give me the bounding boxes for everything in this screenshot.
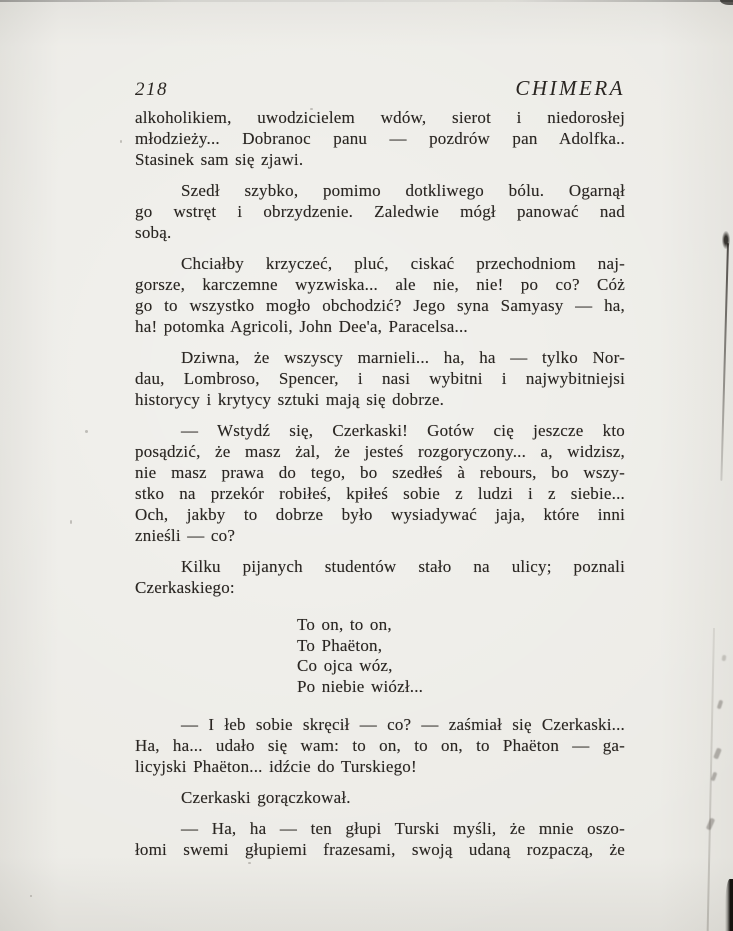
text-line: alkoholikiem, uwodzicielem wdów, sierot i niedorosłej [135, 108, 625, 127]
scan-artifact-speck [248, 862, 251, 864]
text-line: go wstręt i obrzydzenie. Zaledwie mógł panować nad [135, 202, 625, 221]
text-line: Kilku pijanych studentów stało na ulicy; poznali [181, 557, 625, 576]
text-line: młodzieży... Dobranoc panu — pozdrów pan Adolfka.. [135, 129, 625, 148]
text-line: Chciałby krzyczeć, pluć, ciskać przechodniom naj- [181, 254, 625, 273]
scan-artifact-speck [120, 140, 122, 143]
verse-line: Po niebie wiózł... [297, 676, 424, 696]
text-line: gorsze, karczemne wyzwiska... ale nie, nie! po co? Cóż [135, 275, 625, 294]
text-line: ha! potomka Agricoli, John Dee'a, Paracelsa... [135, 317, 468, 336]
scan-artifact-speck [310, 108, 313, 110]
text-line: dau, Lombroso, Spencer, i nasi wybitni i najwybitniejsi [135, 369, 625, 388]
paragraph [135, 420, 625, 546]
scan-artifact-crack-hairline [720, 243, 729, 481]
text-line: — I łeb sobie skręcił — co? — zaśmiał się Czerkaski... [181, 715, 625, 734]
paragraph [135, 347, 625, 410]
text-line: Szedł szybko, pomimo dotkliwego bólu. Ogarnął [181, 181, 625, 200]
scan-artifact-bleed-mark [722, 655, 727, 662]
paragraph [135, 787, 625, 808]
text-line: — Wstydź się, Czerkaski! Gotów cię jeszcze kto [181, 421, 625, 440]
scan-artifact-top-edge [0, 0, 733, 2]
text-line: sobą. [135, 223, 172, 242]
text-line: — Ha, ha — ten głupi Turski myśli, że mnie oszo- [181, 819, 625, 838]
scan-artifact-bleed-mark [706, 818, 715, 831]
verse-line: To on, to on, [297, 615, 392, 634]
paragraph [135, 556, 625, 598]
scan-artifact-bleed-mark [717, 700, 724, 710]
paragraph [135, 253, 625, 337]
scan-artifact-bleed-mark [713, 747, 722, 759]
paragraph [135, 180, 625, 243]
page-number: 218 [135, 79, 168, 100]
scan-artifact-speck [30, 895, 32, 897]
text-block [135, 107, 625, 870]
paragraph [135, 714, 625, 777]
text-line: Och, jakby to dobrze było wysiadywać jaja, które inni [135, 505, 625, 524]
page-header [135, 76, 625, 101]
verse-line: To Phaëton, [297, 635, 383, 655]
text-line: go to wszystko mogło obchodzić? Jego syna Samyasy — ha, [135, 296, 625, 315]
scan-artifact-speck [70, 520, 72, 524]
text-line: Stasinek sam się zjawi. [135, 150, 304, 169]
text-line: historycy i krytycy sztuki mają się dobrze. [135, 390, 445, 409]
text-line: łomi swemi głupiemi frazesami, swoją udaną rozpaczą, że [135, 840, 625, 859]
text-line: nie masz prawa do tego, bo szedłeś à rebours, bo wszy- [135, 463, 625, 482]
text-line: stko na przekór robiłeś, kpiłeś sobie z ludzi i z siebie... [135, 484, 625, 503]
scan-artifact-corner-mark [720, 0, 733, 5]
text-line: Ha, ha... udało się wam: to on, to on, to Phaëton — ga- [135, 736, 625, 755]
text-line: posądzić, że masz żal, że jesteś rozgoryczony... a, widzisz, [135, 442, 625, 461]
verse-block [297, 615, 625, 697]
text-line: Czerkaskiego: [135, 578, 235, 597]
journal-title: CHIMERA [515, 76, 625, 100]
text-line: znieśli — co? [135, 526, 236, 545]
text-line: Dziwna, że wszyscy marnieli... ha, ha — tylko Nor- [181, 348, 625, 367]
paragraph [135, 818, 625, 860]
text-line: Czerkaski gorączkował. [181, 788, 351, 807]
scan-artifact-book-edge [725, 879, 733, 931]
scan-artifact-speck [85, 430, 88, 433]
verse-line: Co ojca wóz, [297, 656, 393, 675]
text-line: licyjski Phaëton... idźcie do Turskiego! [135, 757, 417, 776]
paragraph [135, 107, 625, 170]
